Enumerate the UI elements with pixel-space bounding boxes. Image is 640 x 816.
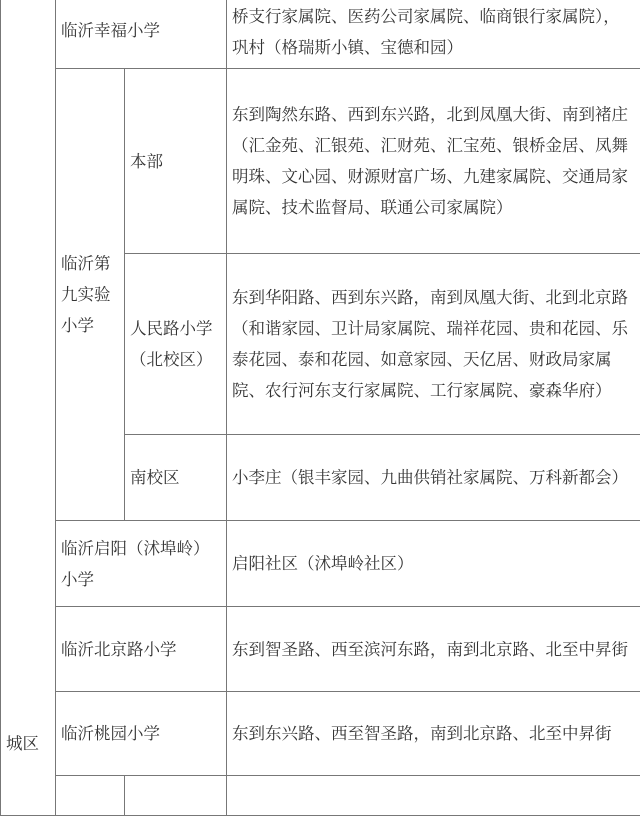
table-row xyxy=(1,521,640,607)
area-cell: 启阳社区（沭埠岭社区） xyxy=(227,521,640,607)
partial-cell xyxy=(56,776,125,816)
school-name-cell: 临沂桃园小学 xyxy=(56,692,227,776)
school-name-cell: 临沂第九实验小学 xyxy=(56,69,125,521)
campus-name-cell: 本部 xyxy=(125,69,227,254)
table-row xyxy=(1,776,640,816)
area-cell: 桥支行家属院、医药公司家属院、临商银行家属院），巩村（格瑞斯小镇、宝德和园） xyxy=(227,0,640,69)
area-cell: 东到智圣路、西至滨河东路，南到北京路、北至中昇街 xyxy=(227,607,640,692)
partial-cell xyxy=(125,776,227,816)
table-row xyxy=(1,69,640,254)
area-cell: 东到陶然东路、西到东兴路，北到凤凰大街、南到褚庄（汇金苑、汇银苑、汇财苑、汇宝苑、银桥金居、凤舞明珠、文心园、财源财富广场、九建家属院、交通局家属院、技术监督局、联通公司家属院） xyxy=(227,69,640,254)
district-label: 城区 xyxy=(6,734,39,753)
table-row xyxy=(1,0,640,69)
area-cell: 东到东兴路、西至智圣路，南到北京路、北至中昇街 xyxy=(227,692,640,776)
table-row xyxy=(1,692,640,776)
area-cell: 东到华阳路、西到东兴路，南到凤凰大街、北到北京路（和谐家园、卫计局家属院、瑞祥花园、贵和花园、乐泰花园、泰和花园、如意家园、天亿居、财政局家属院、农行河东支行家属院、工行家属院、豪森华府） xyxy=(227,254,640,435)
campus-name-cell: 南校区 xyxy=(125,435,227,521)
school-name-cell: 临沂幸福小学 xyxy=(56,0,227,69)
school-name-cell: 临沂启阳（沭埠岭）小学 xyxy=(56,521,227,607)
district-cell xyxy=(1,0,56,816)
area-cell: 小李庄（银丰家园、九曲供销社家属院、万科新都会） xyxy=(227,435,640,521)
partial-cell xyxy=(227,776,640,816)
campus-name-cell: 人民路小学（北校区） xyxy=(125,254,227,435)
table-row xyxy=(1,607,640,692)
school-name-cell: 临沂北京路小学 xyxy=(56,607,227,692)
